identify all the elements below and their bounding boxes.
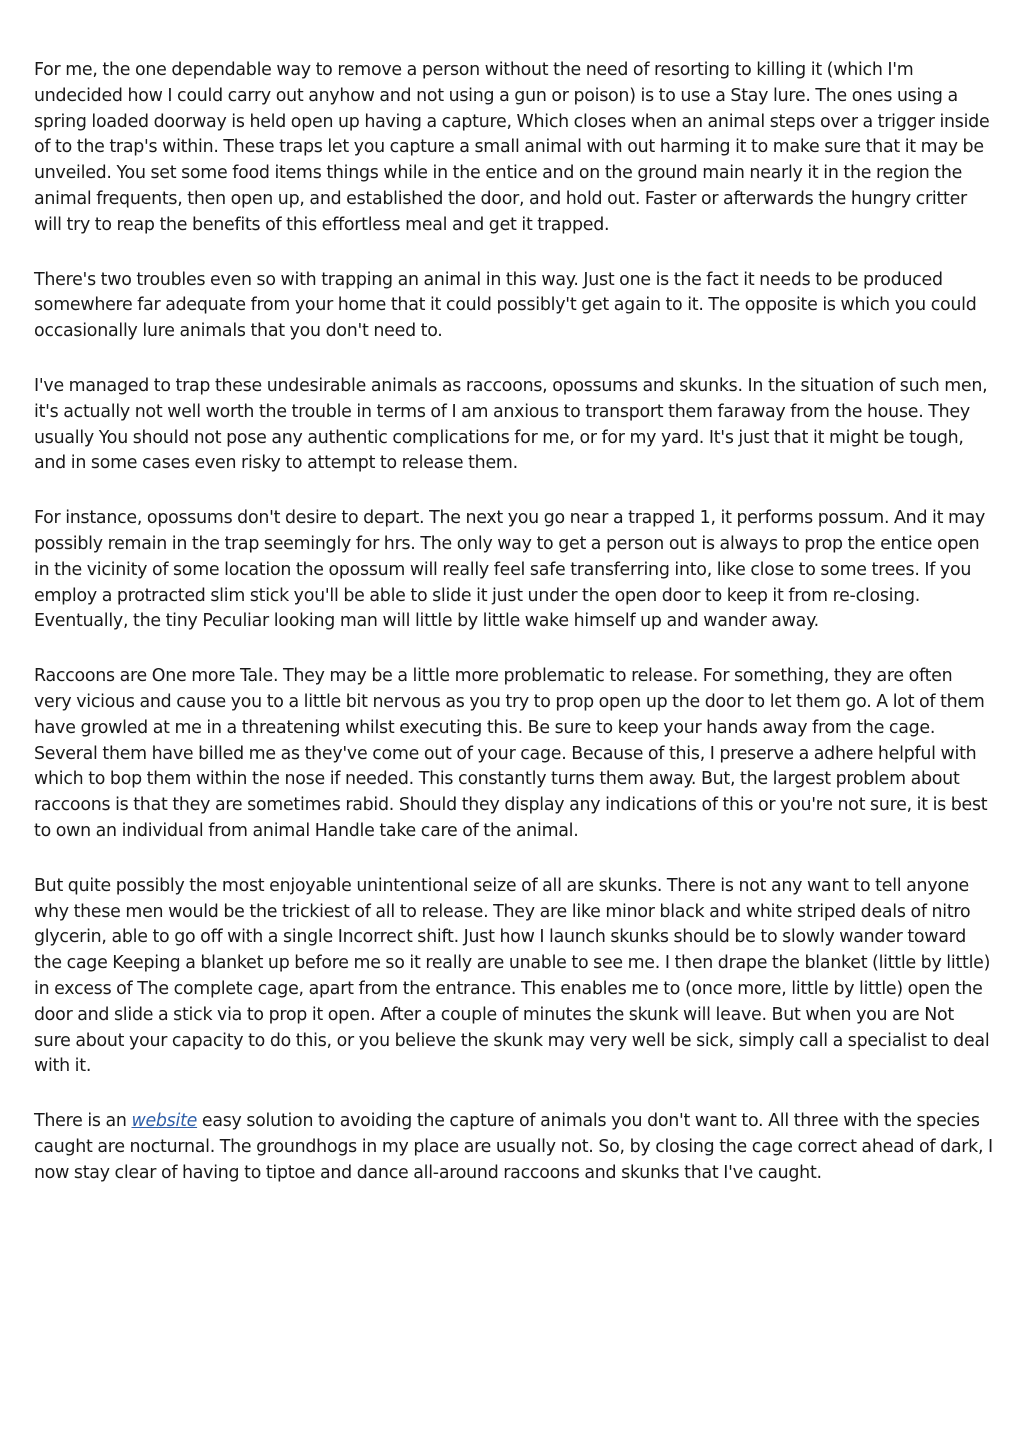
paragraph-3: I've managed to trap these undesirable animals as raccoons, opossums and skunks. In the situation of such men, it's actually not well worth the trouble in terms of I am anxious to transport them faraway from the house. They usually You should not pose any authentic complications for me, or for my yard. It's just that it might be tough, and in some cases even risky to attempt to release them. — [34, 375, 988, 474]
paragraph-6: But quite possibly the most enjoyable unintentional seize of all are skunks. There is not any want to tell anyone why these men would be the trickiest of all to release. They are like minor black and white striped deals of nitro glycerin, able to go off with a single Incorrect shift. Just how I launch skunks should be to slowly wander toward the cage Keeping a blanket up before me so it really are unable to see me. I then drape the blanket (little by little) in excess of The complete cage, apart from the entrance. This enables me to (once more, little by little) open the door and slide a stick via to prop it open. After a couple of minutes the skunk will leave. But when you are Not sure about your capacity to do this, or you believe the skunk may very well be sick, simply call a specialist to deal with it. — [34, 875, 991, 1077]
website-link[interactable]: website — [131, 1111, 198, 1132]
paragraph-7-trailing-text: easy solution to avoiding the capture of animals you don't want to. All three with the species caught are nocturnal. The groundhogs in my place are usually not. So, by closing the cage correct ahead of dark, I now stay clear of having to tiptoe and dance all-around raccoons and skunks that I've caught. — [34, 1111, 993, 1183]
paragraph-2: There's two troubles even so with trapping an animal in this way. Just one is the fact it needs to be produced somewhere far adequate from your home that it could possibly't get again to it. The opposite is which you could occasionally lure animals that you don't need to. — [34, 269, 977, 342]
article-body — [34, 58, 994, 1215]
paragraph-1: For me, the one dependable way to remove a person without the need of resorting to killing it (which I'm undecided how I could carry out anyhow and not using a gun or poison) is to use a Stay lure. The ones using a spring loaded doorway is held open up having a capture, Which closes when an animal steps over a trigger inside of to the trap's within. These traps let you capture a small animal with out harming it to make sure that it may be unveiled. You set some food items things while in the entice and on the ground main nearly it in the region the animal frequents, then open up, and established the door, and hold out. Faster or afterwards the hungry critter will try to reap the benefits of this effortless meal and get it trapped. — [34, 60, 990, 235]
paragraph-5: Raccoons are One more Tale. They may be a little more problematic to release. For something, they are often very vicious and cause you to a little bit nervous as you try to prop open up the door to let them go. A lot of them have growled at me in a threatening whilst executing this. Be sure to keep your hands away from the cage. Several them have billed me as they've come out of your cage. Because of this, I preserve a adhere helpful with which to bop them within the nose if needed. This constantly turns them away. But, the largest problem about raccoons is that they are sometimes rabid. Should they display any indications of this or you're not sure, it is best to own an individual from animal Handle take care of the animal. — [34, 666, 988, 841]
paragraph-7-lead-text: There is an — [34, 1111, 132, 1132]
paragraph-4: For instance, opossums don't desire to depart. The next you go near a trapped 1, it performs possum. And it may possibly remain in the trap seemingly for hrs. The only way to get a person out is always to prop the entice open in the vicinity of some location the opossum will really feel safe transferring into, like close to some trees. If you employ a protracted slim stick you'll be able to slide it just under the open door to keep it from re-closing. Eventually, the tiny Peculiar looking man will little by little wake himself up and wander away. — [34, 508, 986, 632]
paragraph-7 — [34, 1109, 994, 1186]
